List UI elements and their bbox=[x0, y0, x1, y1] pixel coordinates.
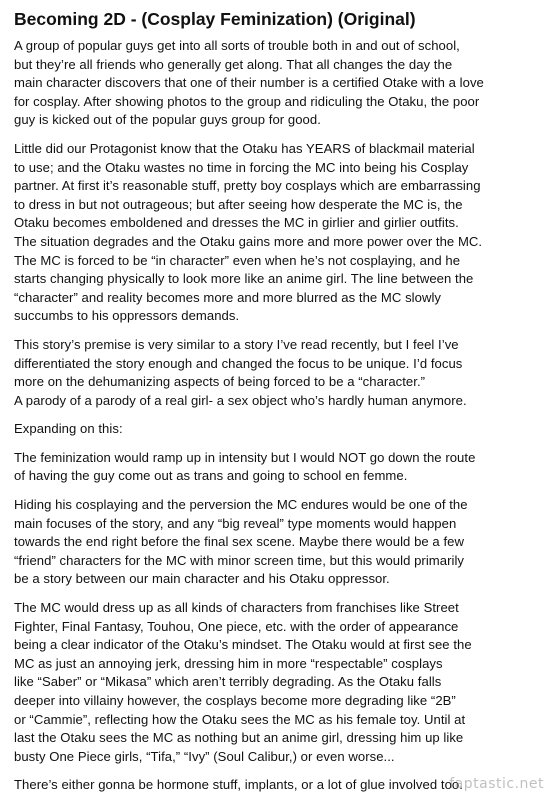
paragraph-line: A parody of a parody of a real girl- a sex object who’s hardly human anymore. bbox=[14, 392, 467, 408]
paragraph-line: for cosplay. After showing photos to the group and ridiculing the Otaku, the poor bbox=[14, 93, 480, 109]
paragraph-line: but they’re all friends who generally get along. That all changes the day the bbox=[14, 56, 453, 72]
paragraph-line: being a clear indicator of the Otaku’s mindset. The Otaku would at first see the bbox=[14, 637, 472, 653]
paragraph bbox=[14, 420, 542, 439]
document-body bbox=[14, 37, 542, 795]
paragraph-line: to use; and the Otaku wastes no time in forcing the MC into being his Cosplay bbox=[14, 159, 469, 175]
paragraph-line: The MC is forced to be “in character” even when he’s not cosplaying, and he bbox=[14, 252, 461, 268]
paragraph bbox=[14, 496, 542, 589]
paragraph-line: busty One Piece girls, “Tifa,” “Ivy” (Soul Calibur,) or even worse... bbox=[14, 748, 395, 764]
paragraph-line: Fighter, Final Fantasy, Touhou, One piece, etc. with the order of appearance bbox=[14, 618, 459, 634]
paragraph-line: of having the guy come out as trans and going to school en femme. bbox=[14, 468, 408, 484]
paragraph-line: Expanding on this: bbox=[14, 421, 123, 437]
paragraph-line: The MC would dress up as all kinds of characters from franchises like Street bbox=[14, 600, 459, 616]
paragraph-line: deeper into villainy however, the cosplays become more degrading like “2B” bbox=[14, 693, 456, 708]
paragraph-line: more on the dehumanizing aspects of being forced to be a “character.” bbox=[14, 374, 426, 390]
paragraph-line: Otaku becomes emboldened and dresses the MC in girlier and girlier outfits. bbox=[14, 215, 459, 231]
paragraph-line: towards the end right before the final sex scene. Maybe there would be a few bbox=[14, 534, 464, 550]
paragraph-line: Little did our Protagonist know that the Otaku has YEARS of blackmail material bbox=[14, 140, 475, 156]
paragraph-line: MC as just an annoying jerk, dressing him in more “respectable” cosplays bbox=[14, 655, 443, 671]
paragraph-line: starts changing physically to look more like an anime girl. The line between the bbox=[14, 271, 474, 287]
paragraph-line: The situation degrades and the Otaku gains more and more power over the MC. bbox=[14, 233, 483, 249]
paragraph-line: last the Otaku sees the MC as nothing but an anime girl, dressing him up like bbox=[14, 730, 464, 746]
paragraph-line: main character discovers that one of their number is a certified Otake with a love bbox=[14, 75, 484, 91]
paragraph-line: “friend” characters for the MC with minor screen time, but this would primarily bbox=[14, 552, 465, 568]
paragraph-line: “character” and reality becomes more and more blurred as the MC slowly bbox=[14, 289, 442, 305]
paragraph bbox=[14, 336, 542, 410]
paragraph-line: be a story between our main character and his Otaku oppressor. bbox=[14, 571, 390, 587]
paragraph-line: main focuses of the story, and any “big reveal” type moments would happen bbox=[14, 515, 457, 531]
paragraph bbox=[14, 449, 542, 486]
paragraph bbox=[14, 37, 542, 130]
paragraph-line: guy is kicked out of the popular guys group for good. bbox=[14, 112, 321, 128]
paragraph-line: succumbs to his oppressors demands. bbox=[14, 308, 240, 324]
paragraph-line: Hiding his cosplaying and the perversion the MC endures would be one of the bbox=[14, 497, 468, 513]
paragraph-line: to dress in but not outrageous; but after seeing how desperate the MC is, the bbox=[14, 196, 463, 212]
paragraph-line: or “Cammie”, reflecting how the Otaku sees the MC as his female toy. Until at bbox=[14, 711, 466, 727]
paragraph bbox=[14, 599, 542, 766]
watermark: faptastic.net bbox=[449, 776, 544, 792]
paragraph-line: The feminization would ramp up in intensity but I would NOT go down the route bbox=[14, 449, 476, 465]
paragraph-line: like “Saber” or “Mikasa” which aren’t terribly degrading. As the Otaku falls bbox=[14, 674, 442, 690]
paragraph-line: partner. At first it’s reasonable stuff, pretty boy cosplays which are embarrassing bbox=[14, 178, 481, 194]
paragraph bbox=[14, 140, 542, 326]
paragraph-line: This story’s premise is very similar to a story I’ve read recently, but I feel I’ve bbox=[14, 336, 459, 352]
paragraph-line: A group of popular guys get into all sorts of trouble both in and out of school, bbox=[14, 38, 460, 53]
paragraph-line: There’s either gonna be hormone stuff, implants, or a lot of glue involved too. bbox=[14, 777, 463, 793]
document-title: Becoming 2D - (Cosplay Feminization) (Original) bbox=[14, 9, 416, 29]
paragraph-line: differentiated the story enough and changed the focus to be unique. I’d focus bbox=[14, 355, 463, 371]
